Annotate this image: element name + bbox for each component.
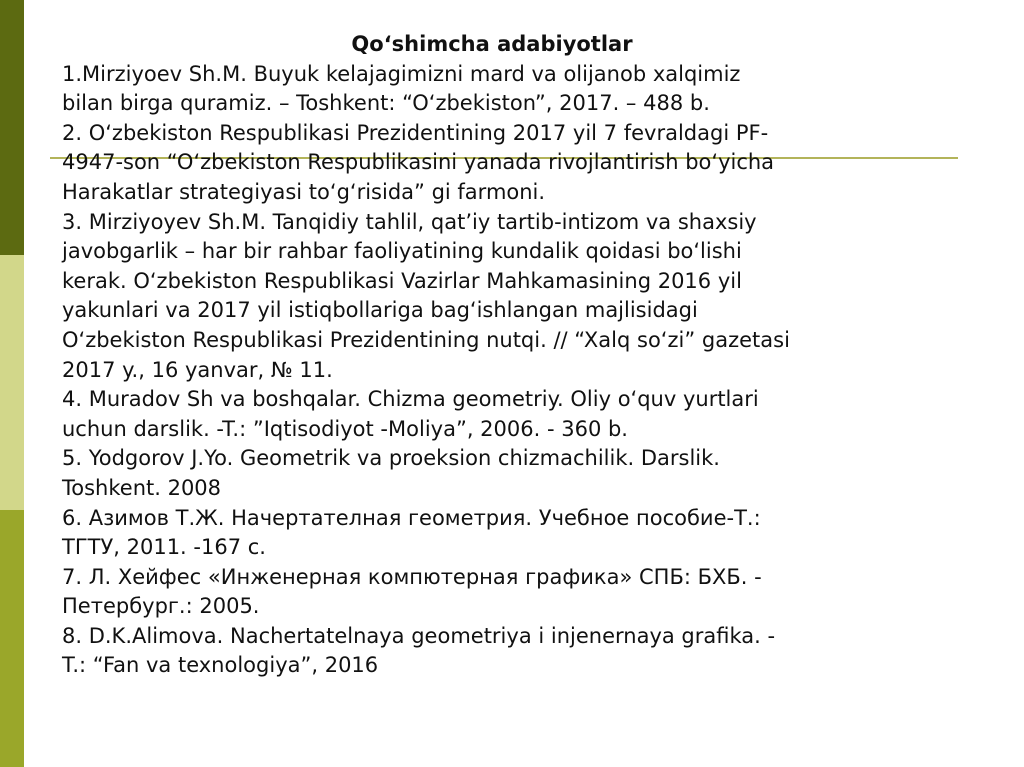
reference-line: Toshkent. 2008 bbox=[62, 475, 222, 500]
reference-line: 4947-son “O‘zbekiston Respublikasini yanada rivojlantirish bo‘yicha bbox=[62, 150, 775, 175]
reference-line: ТГТУ, 2011. -167 с. bbox=[62, 535, 266, 560]
reference-line: kerak. O‘zbekiston Respublikasi Vazirlar Mahkamasining 2016 yil bbox=[62, 268, 742, 293]
reference-line: 3. Mirziyoyev Sh.M. Tanqidiy tahlil, qat’iy tartib-intizom va shaxsiy bbox=[62, 209, 757, 234]
reference-line: Петербург.: 2005. bbox=[62, 594, 260, 619]
reference-line: 6. Азимов Т.Ж. Начертателная геометрия. Учебное пособие-Т.: bbox=[62, 505, 761, 530]
reference-line: yakunlari va 2017 yil istiqbollariga bag‘ishlangan majlisidagi bbox=[62, 298, 698, 323]
reference-line: javobgarlik – har bir rahbar faoliyatining kundalik qoidasi bo‘lishi bbox=[62, 239, 742, 264]
reference-line: O‘zbekiston Respublikasi Prezidentining nutqi. // “Xalq so‘zi” gazetasi bbox=[62, 327, 790, 352]
reference-line: 4. Muradov Sh va boshqalar. Chizma geometriy. Oliy o‘quv yurtlari bbox=[62, 387, 759, 412]
reference-line: 8. D.K.Alimova. Nachertatelnaya geometriya i injenernaya grafika. - bbox=[62, 623, 776, 648]
accent-bar-middle bbox=[0, 255, 24, 510]
reference-line: T.: “Fan va texnologiya”, 2016 bbox=[62, 653, 379, 678]
reference-line: 5. Yodgorov J.Yo. Geometrik va proeksion chizmachilik. Darslik. bbox=[62, 446, 720, 471]
reference-line: 2. O‘zbekiston Respublikasi Prezidentining 2017 yil 7 fevraldagi PF- bbox=[62, 120, 769, 145]
references-text bbox=[62, 30, 982, 681]
accent-bar-top bbox=[0, 0, 24, 255]
reference-line: 2017 y., 16 yanvar, № 11. bbox=[62, 357, 333, 382]
reference-line: Harakatlar strategiyasi to‘g‘risida” gi farmoni. bbox=[62, 179, 546, 204]
references-list bbox=[62, 60, 982, 681]
accent-bar-bottom bbox=[0, 510, 24, 767]
slide-title: Qo‘shimcha adabiyotlar bbox=[351, 32, 633, 56]
reference-line: 7. Л. Хейфес «Инженерная компютерная графика» СПБ: БХБ. - bbox=[62, 564, 762, 589]
reference-line: 1.Mirziyoev Sh.M. Buyuk kelajagimizni mard va olijanob xalqimiz bbox=[62, 61, 741, 86]
reference-line: uchun darslik. -T.: ”Iqtisodiyot -Moliya”, 2006. - 360 b. bbox=[62, 416, 628, 441]
reference-line: bilan birga quramiz. – Toshkent: “O‘zbekiston”, 2017. – 488 b. bbox=[62, 91, 710, 116]
